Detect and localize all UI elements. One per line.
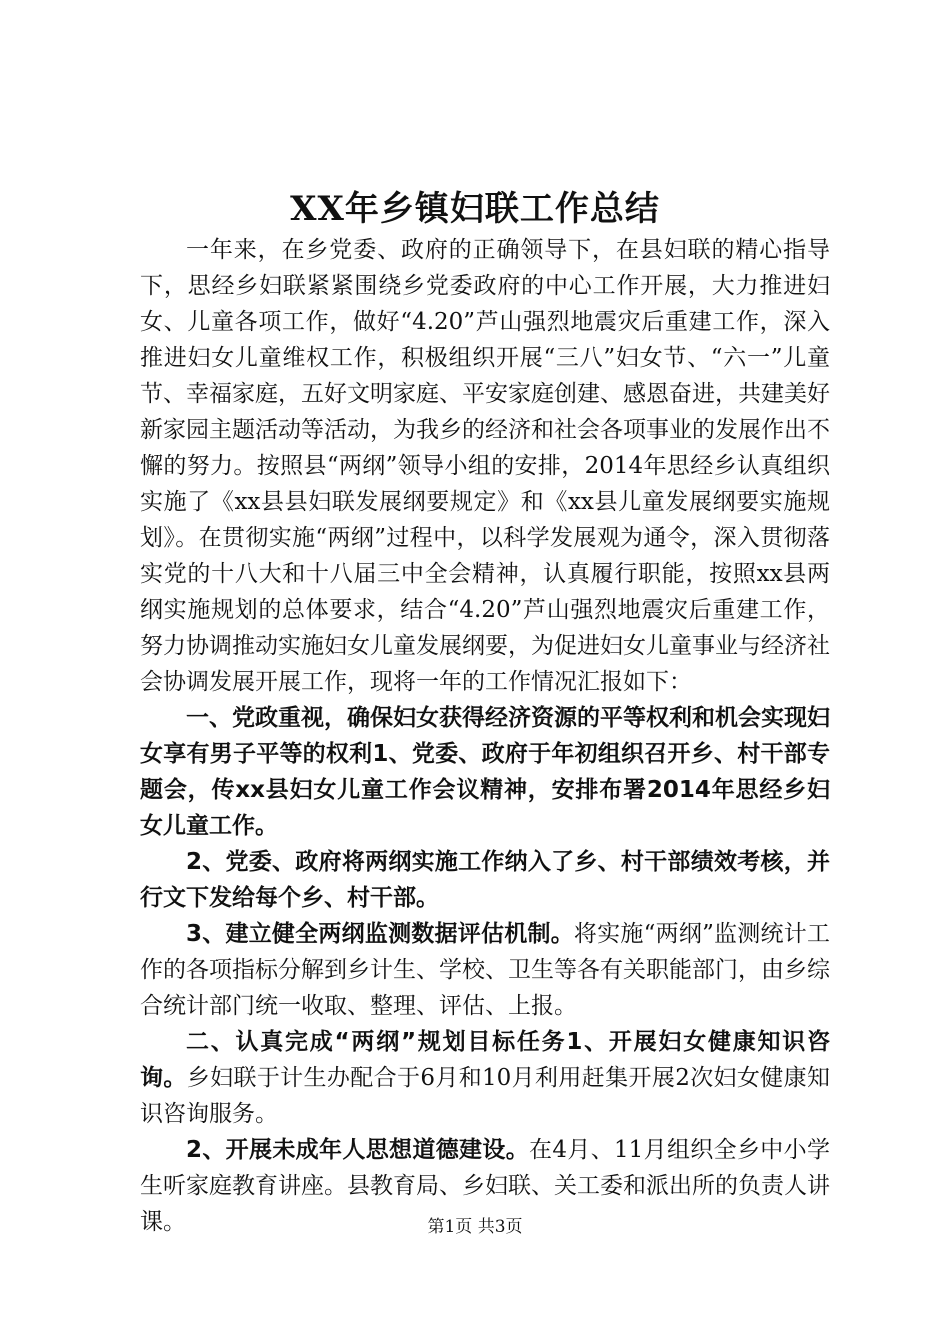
paragraph-item-3 xyxy=(140,916,830,1024)
document-title: XX年乡镇妇联工作总结 xyxy=(290,189,660,229)
page-footer: 第1页 共3页 xyxy=(427,1217,523,1237)
paragraph-item-2 xyxy=(140,844,830,916)
paragraph-bold-text: 二、认真完成“两纲”规划目标任务1、开展妇女健康知识咨询。 xyxy=(140,1029,830,1091)
paragraph-text: 乡妇联于计生办配合于6月和10月利用赶集开展2次妇女健康知识咨询服务。 xyxy=(140,1065,830,1127)
paragraph-section-2 xyxy=(140,1024,830,1132)
paragraph-bold-text: 2、党委、政府将两纲实施工作纳入了乡、村干部绩效考核，并行文下发给每个乡、村干部。 xyxy=(140,849,830,911)
paragraph-text: 将实施“两纲”监测统计工作的各项指标分解到乡计生、学校、卫生等各有关职能部门，由乡综合统计部门统一收取、整理、评估、上报。 xyxy=(140,921,830,1019)
paragraph-bold-text: 2、开展未成年人思想道德建设。 xyxy=(186,1137,530,1163)
paragraph-bold-text: 3、建立健全两纲监测数据评估机制。 xyxy=(186,921,574,947)
paragraph-text: 在4月、11月组织全乡中小学生听家庭教育讲座。县教育局、乡妇联、关工委和派出所的负责人讲课。 xyxy=(140,1137,830,1235)
paragraph-section-1 xyxy=(140,700,830,844)
paragraph-bold-text: 一、党政重视，确保妇女获得经济资源的平等权利和机会实现妇女享有男子平等的权利1、党委、政府于年初组织召开乡、村干部专题会，传xx县妇女儿童工作会议精神，安排布署2014年思经乡妇女儿童工作。 xyxy=(140,705,830,839)
paragraph-text: 一年来，在乡党委、政府的正确领导下，在县妇联的精心指导下，思经乡妇联紧紧围绕乡党委政府的中心工作开展，大力推进妇女、儿童各项工作，做好“4.20”芦山强烈地震灾后重建工作，深入推进妇女儿童维权工作，积极组织开展“三八”妇女节、“六一”儿童节、幸福家庭，五好文明家庭、平安家庭创建、感恩奋进，共建美好新家园主题活动等活动，为我乡的经济和社会各项事业的发展作出不懈的努力。按照县“两纲”领导小组的安排，2014年思经乡认真组织实施了《xx县县妇联发展纲要规定》和《xx县儿童发展纲要实施规划》。在贯彻实施“两纲”过程中，以科学发展观为通令，深入贯彻落实党的十八大和十八届三中全会精神，认真履行职能，按照xx县两纲实施规划的总体要求，结合“4.20”芦山强烈地震灾后重建工作，努力协调推动实施妇女儿童发展纲要，为促进妇女儿童事业与经济社会协调发展开展工作，现将一年的工作情况汇报如下： xyxy=(140,237,830,695)
document-body xyxy=(140,232,830,1240)
paragraph-intro xyxy=(140,232,830,700)
